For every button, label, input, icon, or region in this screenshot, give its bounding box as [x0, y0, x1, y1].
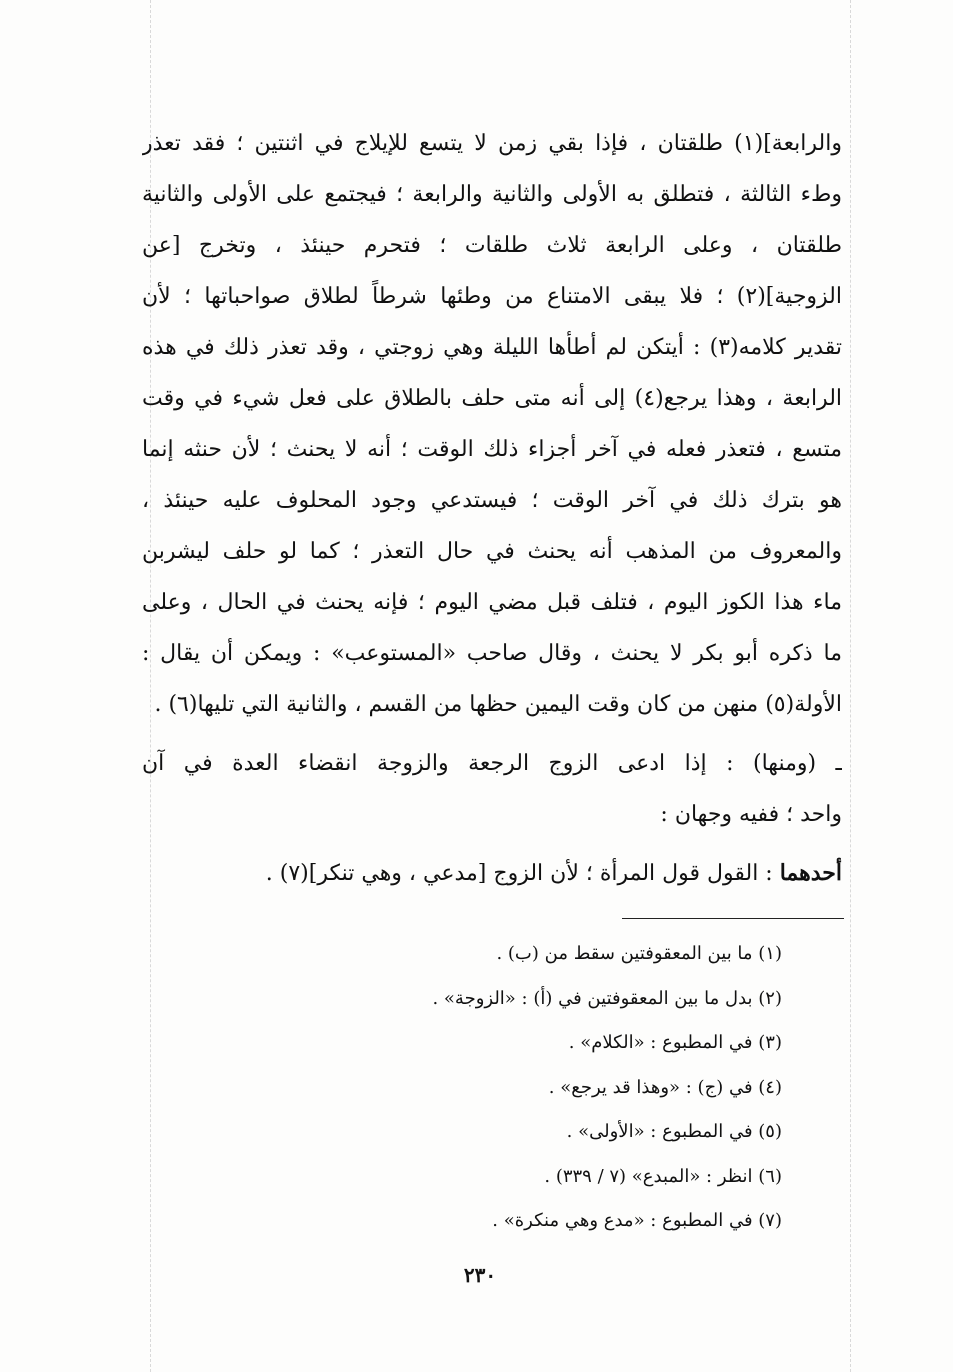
footnote: (١) ما بين المعقوفتين سقط من (ب) . — [496, 943, 782, 964]
footnote-divider — [622, 918, 844, 919]
text-line: ماء هذا الكوز اليوم ، فتلف قبل مضي اليوم ؛ فإنه يحنث في الحال ، وعلى — [142, 590, 842, 615]
footnote: (٧) في المطبوع : «مدع وهي منكرة» . — [492, 1210, 782, 1231]
footnote: (٥) في المطبوع : «الأولى» . — [566, 1121, 782, 1142]
text-line: تقدير كلامه(٣) : أيتكن لم أطأها الليلة وهي زوجتي ، وقد تعذر ذلك في هذه — [142, 335, 842, 360]
text-line — [142, 848, 842, 899]
text-line: واحد ؛ ففيه وجهان : — [660, 802, 842, 827]
main-text — [142, 118, 842, 899]
text-line: طلقتان ، وعلى الرابعة ثلاث طلقات ؛ فتحرم حينئذ ، وتخرج [عن — [142, 233, 842, 258]
text-line: الأولة(٥) منهن من كان وقت اليمين حظها من القسم ، والثانية التي تليها(٦) . — [154, 692, 842, 717]
text-line: ما ذكره أبو بكر لا يحنث ، وقال صاحب «المستوعب» : ويمكن أن يقال : — [142, 641, 842, 666]
page-number: ٢٣٠ — [463, 1263, 497, 1287]
text-line: والمعروف من المذهب أنه يحنث في حال التعذر ؛ كما لو حلف ليشربن — [142, 539, 842, 564]
text-line: الزوجية](٢) ؛ فلا يبقى الامتناع من وطئها شرطاً لطلاق صواحباتها ؛ لأن — [142, 284, 842, 309]
text-line: وطء الثالثة ، فتطلق به الأولى والثانية والرابعة ؛ فيجتمع على الأولى والثانية — [142, 182, 842, 207]
text-line: الرابعة ، وهذا يرجع(٤) إلى أنه متى حلف بالطلاق على فعل شيء في وقت — [142, 386, 842, 411]
text-line: والرابعة](١) طلقتان ، فإذا بقي زمن لا يتسع للإيلاج في اثنتين ؛ فقد تعذر — [142, 131, 842, 156]
footnotes — [300, 932, 782, 1244]
footnote: (٦) انظر : «المبدع» (٧ / ٣٣٩) . — [544, 1165, 782, 1187]
footnote: (٤) في (ج) : «وهذا قد يرجع» . — [548, 1076, 782, 1098]
paragraph-text: : القول قول المرأة ؛ لأن الزوج [مدعي ، وهي تنكر](٧) . — [265, 861, 780, 886]
paragraph-lead: أحدهما — [779, 860, 842, 886]
text-line: هو بترك ذلك في آخر الوقت ؛ فيستدعي وجود المحلوف عليه حينئذ ، — [142, 488, 842, 513]
text-line: متسع ، فتعذر فعله في آخر أجزاء ذلك الوقت ؛ أنه لا يحنث ؛ لأن حنثه إنما — [142, 437, 842, 462]
footnote: (٢) بدل ما بين المعقوفتين في (أ) : «الزوجة» . — [432, 987, 782, 1009]
text-line: ـ (ومنها) : إذا ادعى الزوج الرجعة والزوجة انقضاء العدة في آن — [142, 751, 842, 776]
footnote: (٣) في المطبوع : «الكلام» . — [568, 1032, 782, 1053]
right-margin-guide — [850, 0, 851, 1372]
